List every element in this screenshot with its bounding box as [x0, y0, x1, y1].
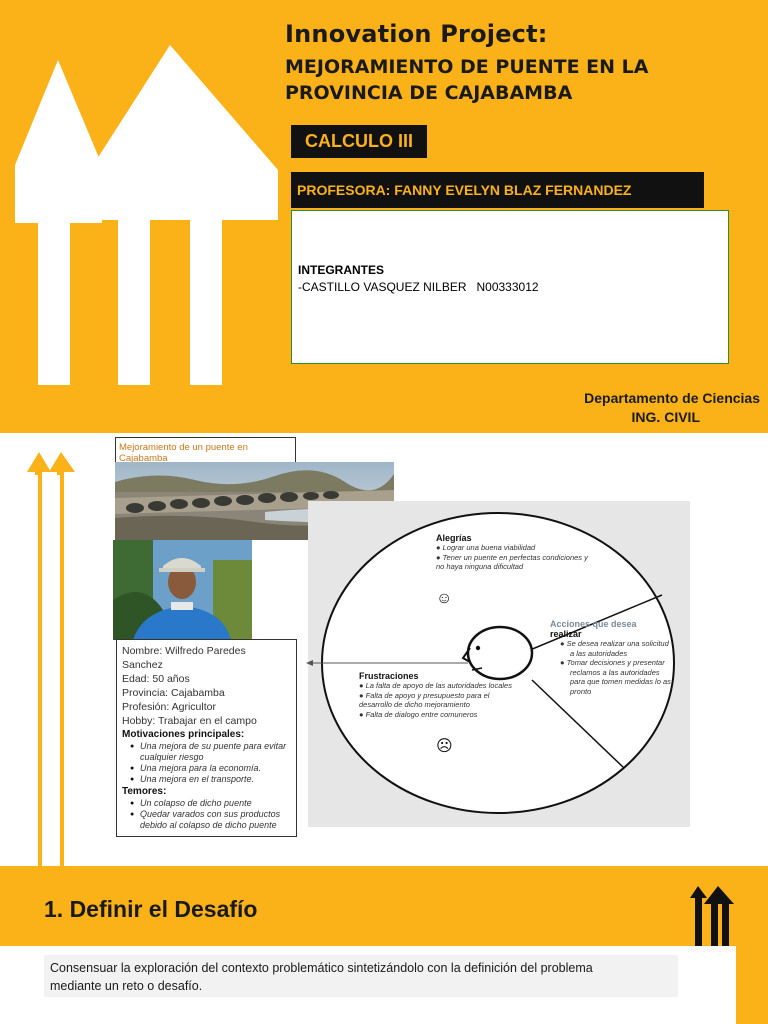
list-item: ● Falta de dialogo entre comuneros [359, 709, 478, 719]
list-item: ● Un colapso de dicho puente [134, 798, 291, 809]
joys-section [436, 533, 596, 572]
joys-title: Alegrías [436, 533, 472, 543]
section-description [44, 955, 678, 997]
department-name: Departamento de Ciencias [584, 390, 760, 406]
members-title: INTEGRANTES [298, 263, 385, 277]
small-logo-icon [688, 884, 736, 946]
list-item: ● Tomar decisiones y presentar reclamos a las autoridades para que tomen medidas lo as pronto [560, 658, 671, 696]
list-item: ● Una mejora en el transporte. [134, 774, 291, 785]
list-item: ● Lograr una buena viabilidad [436, 543, 536, 552]
happy-face-icon: ☺ [436, 590, 453, 607]
actions-title: Acciones que desea [550, 619, 637, 629]
list-item: ● Falta de apoyo y presupuesto para el desarrollo de dicho mejoramiento [359, 690, 490, 709]
persona-name: Nombre: Wilfredo Paredes [122, 645, 246, 657]
list-item: ● Una mejora de su puente para evitar cualquier riesgo [134, 741, 291, 763]
list-item: ● Quedar varados con sus productos debido al colapso de dicho puente [134, 809, 291, 831]
photo-caption-box [115, 437, 296, 463]
persona-profile [116, 639, 297, 837]
project-subtitle: MEJORAMIENTO DE PUENTE EN LA PROVINCIA DE CAJABAMBA [285, 56, 649, 104]
member-item: -CASTILLO VASQUEZ NILBER N00333012 [298, 280, 539, 294]
actions-section [550, 619, 675, 696]
side-arrows-icon [25, 450, 77, 868]
persona-hobby: Hobby: Trabajar en el campo [122, 715, 257, 727]
description-line: mediante un reto o desafío. [50, 979, 203, 993]
course-badge: CALCULO III [291, 125, 427, 158]
persona-profession: Profesión: Agricultor [122, 701, 216, 713]
list-item: ● Tener un puente en perfectas condiciones y no haya ninguna dificultad [436, 552, 588, 571]
list-item: ● Se desea realizar una solicitud a las autoridades [560, 639, 669, 658]
persona-surname: Sanchez [122, 659, 163, 671]
department-career: ING. CIVIL [631, 409, 700, 425]
project-title: Innovation Project: [285, 20, 548, 48]
actions-subtitle: realizar [550, 629, 582, 639]
motivations-title: Motivaciones principales: [122, 729, 245, 740]
fears-title: Temores: [122, 786, 167, 797]
persona-age: Edad: 50 años [122, 673, 190, 685]
list-item: ● Una mejora para la economía. [134, 763, 291, 774]
professor-banner: PROFESORA: FANNY EVELYN BLAZ FERNANDEZ [291, 172, 704, 208]
frustrations-section [359, 671, 514, 719]
frustrations-title: Frustraciones [359, 671, 419, 681]
motivations-list [122, 741, 291, 785]
logo-arrows-icon [0, 30, 290, 390]
members-box [291, 210, 729, 364]
section-title: 1. Definir el Desafío [44, 896, 258, 922]
description-line: Consensuar la exploración del contexto problemático sintetizándolo con la definición del problema [50, 961, 593, 975]
photo-caption: Mejoramiento de un puente en Cajabamba [119, 442, 248, 463]
fears-list [122, 798, 291, 831]
list-item: ● La falta de apoyo de las autoridades locales [359, 681, 512, 690]
persona-province: Provincia: Cajabamba [122, 687, 225, 699]
sad-face-icon: ☹ [436, 738, 453, 755]
right-stripe [736, 866, 768, 1024]
farmer-photo [113, 540, 252, 640]
